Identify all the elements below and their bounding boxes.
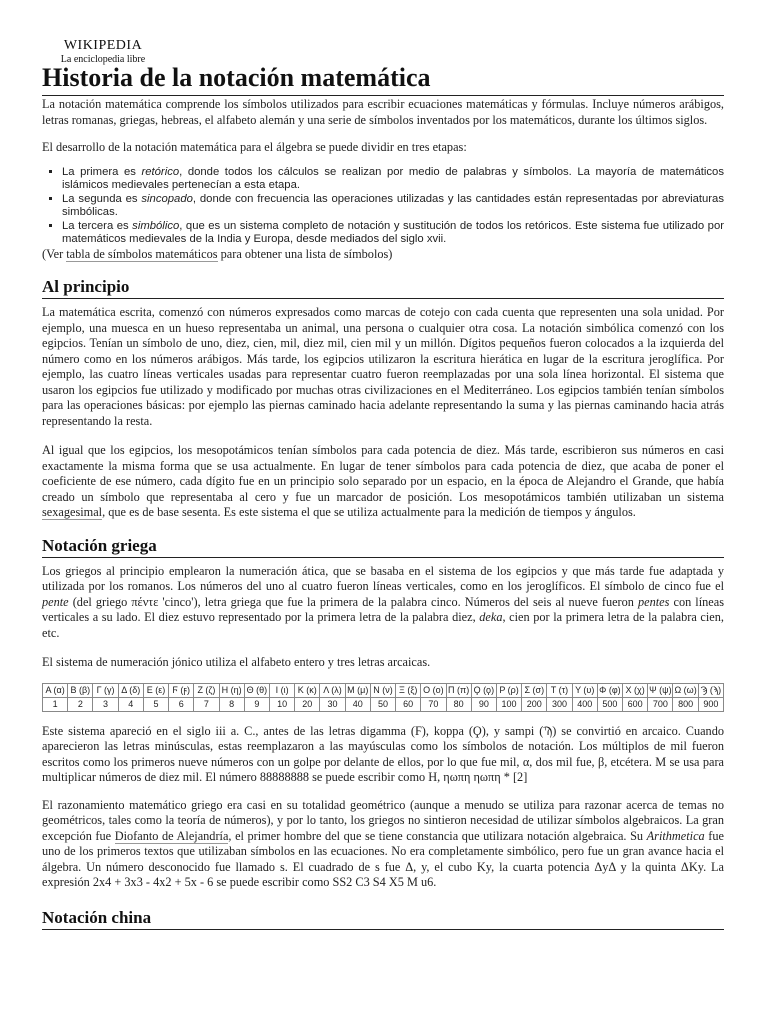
- section-heading-china: Notación china: [42, 907, 724, 930]
- sexagesimal-link[interactable]: sexagesimal: [42, 505, 103, 519]
- table-cell: 5: [143, 697, 168, 711]
- table-cell: 100: [496, 697, 521, 711]
- table-cell: Ν (ν): [370, 683, 395, 697]
- table-cell: 300: [547, 697, 572, 711]
- table-cell: Ζ (ζ): [194, 683, 219, 697]
- table-cell: 1: [43, 697, 68, 711]
- table-cell: Υ (υ): [572, 683, 597, 697]
- ionic-numerals-table: [42, 683, 724, 712]
- table-cell: Ξ (ξ): [396, 683, 421, 697]
- logo-subtitle: La enciclopedia libre: [60, 54, 146, 65]
- table-cell: 10: [269, 697, 294, 711]
- table-cell: 900: [698, 697, 723, 711]
- table-cell: 400: [572, 697, 597, 711]
- griega-paragraph-1: Los griegos al principio emplearon la numeración ática, que se basaba en el sistema de los egipcios y que más tarde fue adaptada y utilizada por los romanos. Los números del uno al cuatro fueron líneas verticales, como en los jeroglíficos. El símbolo de cinco fue el pente (del griego πέντε 'cinco'), letra griega que fue la primera de la palabra cinco. Números del seis al nueve fueron pentes con líneas verticales a su lado. El diez estuvo representado por la primera letra de la palabra diez, deka, cien por la primera letra de la palabra cien, etc.: [42, 563, 724, 640]
- table-cell: Ι (ι): [269, 683, 294, 697]
- table-cell: Σ (σ): [522, 683, 547, 697]
- table-row: [43, 697, 724, 711]
- table-cell: Ϝ (ϝ): [169, 683, 194, 697]
- table-cell: Λ (λ): [320, 683, 345, 697]
- griega-paragraph-3: Este sistema apareció en el siglo iii a. C., antes de las letras digamma (Ϝ), koppa (Ϙ), y sampi (Ϡ) se convirtió en arcaico. Cuando aparecieron las letras minúsculas, estas reemplazaron a las mayúsculas como los símbolos de notación. Los múltiplos de mil fueron escritos como los primeros nueve números con un golpe por delante de ellos, por lo que fue mil, α, dos mil fue, β, etcétera. M se usa para multiplicar números de diez mil. El número 88888888 se puede escribir como Η, ηωπη ηωπη * [2]: [42, 723, 724, 784]
- table-cell: 20: [295, 697, 320, 711]
- table-cell: Μ (μ): [345, 683, 370, 697]
- table-cell: Ρ (ρ): [496, 683, 521, 697]
- table-cell: Ϙ (ϙ): [471, 683, 496, 697]
- table-row: [43, 683, 724, 697]
- intro-paragraph: La notación matemática comprende los símbolos utilizados para escribir ecuaciones matemáticas y fórmulas. Incluye números arábigos, letras romanas, griegas, hebreas, el alfabeto alemán y una serie de símbolos inventados por los matemáticos, durante los últimos siglos.: [42, 97, 724, 127]
- principio-paragraph-2: Al igual que los egipcios, los mesopotámicos tenían símbolos para cada potencia de diez. Más tarde, escribieron sus números en casi exactamente la misma forma que se usa actualmente. En lugar de tener símbolos para cada potencia de diez, que acaba de poner el coeficiente de ese número, cada dígito fue en un principio solo separado por un espacio, en la época de Alejandro el Grande, que había creado un símbolo que representaba al cero y fue un marcador de posición. Los mesopotámicos también utilizaban un sistema sexagesimal, que es de base sesenta. Es este sistema el que se utiliza actualmente para la medición de tiempos y ángulos.: [42, 443, 724, 519]
- table-cell: Α (α): [43, 683, 68, 697]
- page-title: Historia de la notación matemática: [42, 62, 724, 96]
- list-item: ▪ La segunda es sincopado, donde con frecuencia las operaciones utilizadas y las cantidades están representadas por abreviaturas simbólicas.: [62, 193, 724, 220]
- table-cell: 2: [68, 697, 93, 711]
- table-cell: 500: [597, 697, 622, 711]
- table-cell: 6: [169, 697, 194, 711]
- table-cell: Ω (ω): [673, 683, 698, 697]
- table-cell: Ψ (ψ): [648, 683, 673, 697]
- table-cell: 3: [93, 697, 118, 711]
- section-heading-griega: Notación griega: [42, 535, 724, 558]
- table-cell: 8: [219, 697, 244, 711]
- stages-list: [42, 166, 724, 247]
- table-cell: Δ (δ): [118, 683, 143, 697]
- see-also: (Ver tabla de símbolos matemáticos para obtener una lista de símbolos): [42, 246, 393, 261]
- table-cell: Η (η): [219, 683, 244, 697]
- table-cell: Κ (κ): [295, 683, 320, 697]
- diofanto-link[interactable]: Diofanto de Alejandría: [114, 828, 229, 843]
- table-cell: Τ (τ): [547, 683, 572, 697]
- article-body: [42, 97, 724, 930]
- table-cell: 200: [522, 697, 547, 711]
- table-cell: Β (β): [68, 683, 93, 697]
- logo-title: WIKIPEDIA: [63, 38, 143, 53]
- table-cell: 90: [471, 697, 496, 711]
- griega-paragraph-4: El razonamiento matemático griego era casi en su totalidad geométrico (aunque a menudo se utiliza para razonar acerca de temas no geométricos, tales como la teoría de números), y por lo tanto, los griegos no sintieron necesidad de utilizar símbolos algebraicos. La gran excepción fue Diofanto de Alejandría, el primer hombre del que se tiene constancia que utilizara notación algebraica. Su Arithmetica fue uno de los primeros textos que utilizaban símbolos en las ecuaciones. No era completamente simbólico, pero fue un gran avance hacia el álgebra. Un número desconocido fue llamado s. El cuadrado de s fue Δ, y, el cubo Ky, la cuarta potencia ΔyΔ y la quinta ΔKy. La expresión 2x4 + 3x3 - 4x2 + 5x - 6 se puede escribir como SS2 C3 S4 X5 M u6.: [42, 797, 724, 889]
- table-cell: 4: [118, 697, 143, 711]
- section-heading-principio: Al principio: [42, 276, 724, 299]
- table-cell: 60: [396, 697, 421, 711]
- table-cell: Ϡ (ϡ): [698, 683, 723, 697]
- table-cell: 7: [194, 697, 219, 711]
- table-cell: 40: [345, 697, 370, 711]
- table-cell: 30: [320, 697, 345, 711]
- table-cell: Χ (χ): [623, 683, 648, 697]
- table-cell: 80: [446, 697, 471, 711]
- table-cell: 9: [244, 697, 269, 711]
- table-cell: 70: [421, 697, 446, 711]
- symbols-table-link[interactable]: tabla de símbolos matemáticos: [66, 246, 218, 261]
- table-cell: 600: [623, 697, 648, 711]
- list-item: ▪ La tercera es simbólico, que es un sistema completo de notación y sustitución de todos los retóricos. Este sistema fue utilizado por matemáticos medievales de la India y Europa, desde mediados del siglo xvii.: [62, 220, 724, 247]
- table-cell: Ο (ο): [421, 683, 446, 697]
- list-item: ▪ La primera es retórico, donde todos los cálculos se realizan por medio de palabras y símbolos. La mayoría de matemáticos islámicos medievales pertenecían a esta etapa.: [62, 166, 724, 193]
- principio-paragraph-1: La matemática escrita, comenzó con números expresados como marcas de cotejo con cada cuenta que representen una sola unidad. Por ejemplo, una muesca en un hueso representaba un animal, una persona o cualquier otra cosa. La notación simbólica comenzó con los egipcios. Tenían un símbolo de uno, diez, cien, mil, diez mil, cien mil y un millón. Dígitos pequeños fueron colocados a la izquierda del número como en los números arábigos. Más tarde, los egipcios utilizaron la escritura hierática en lugar de la escritura jeroglífica. Por ejemplo, las cuatro líneas verticales usadas para representar cuatro fueron reemplazadas por una sola línea horizontal. El sistema que usaron los egipcios fue utilizado y modificado por muchas otras civilizaciones en el Mediterráneo. Los egipcios también tenían símbolos para las operaciones básicas: por ejemplo las piernas caminado hacia adelante representando la suma y las piernas caminando hacia atrás representando la resta.: [42, 305, 724, 428]
- griega-paragraph-2: El sistema de numeración jónico utiliza el alfabeto entero y tres letras arcaicas.: [42, 655, 431, 669]
- table-cell: Φ (φ): [597, 683, 622, 697]
- table-cell: Ε (ε): [143, 683, 168, 697]
- table-cell: 800: [673, 697, 698, 711]
- table-cell: Θ (θ): [244, 683, 269, 697]
- table-cell: Π (π): [446, 683, 471, 697]
- table-cell: Γ (γ): [93, 683, 118, 697]
- stages-intro: El desarrollo de la notación matemática para el álgebra se puede dividir en tres etapas:: [42, 140, 467, 154]
- table-cell: 700: [648, 697, 673, 711]
- table-cell: 50: [370, 697, 395, 711]
